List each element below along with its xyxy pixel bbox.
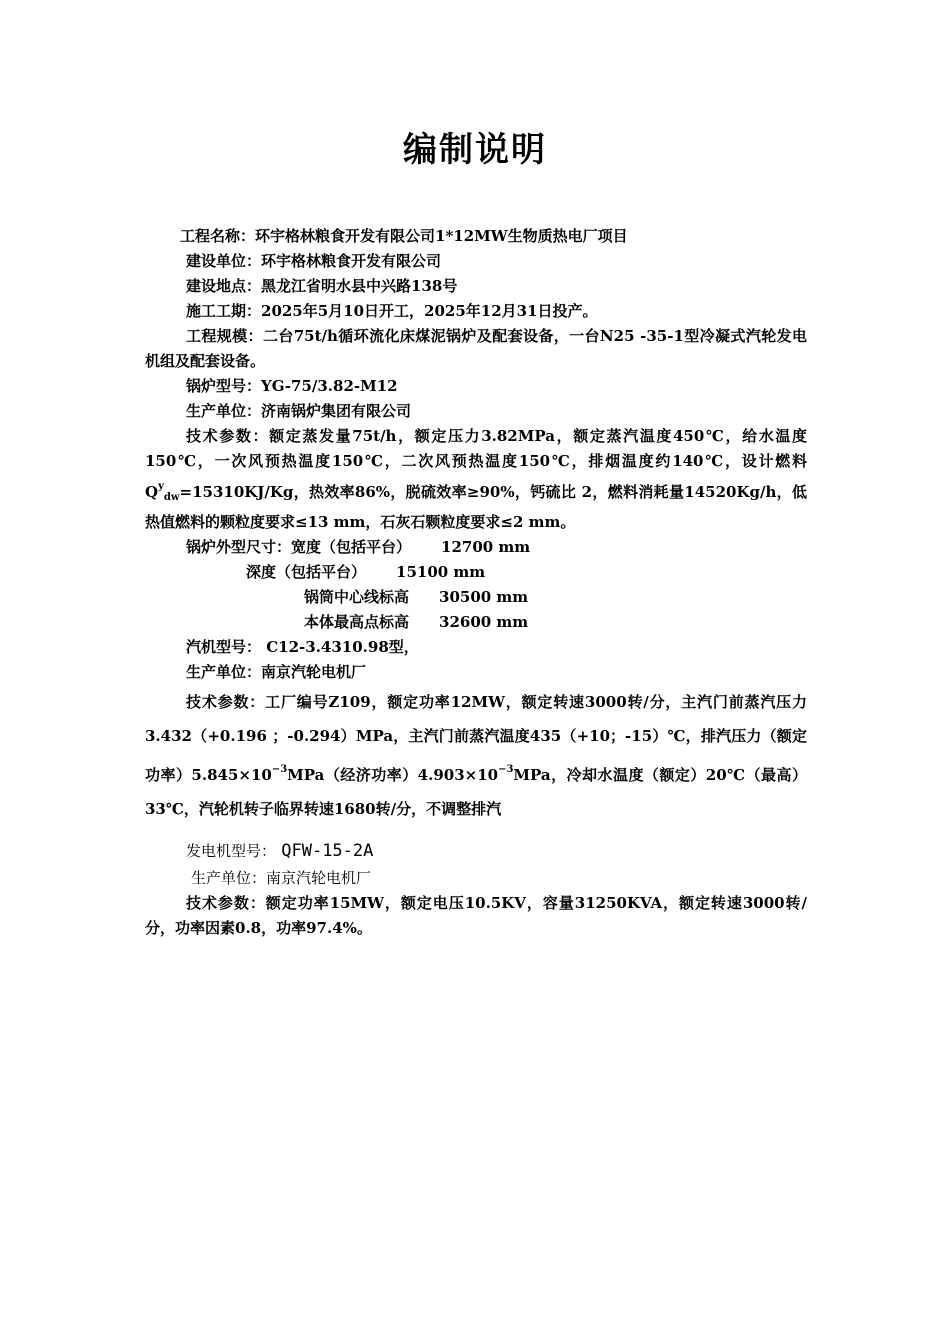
boiler-model-line: 锅炉型号：YG-75/3.82-M12 <box>186 377 398 395</box>
boiler-params-subscript: dw <box>163 492 180 503</box>
generator-model-line <box>145 836 807 866</box>
document-body <box>145 224 807 941</box>
dims-top-row <box>145 610 807 635</box>
dims-depth-row <box>145 560 807 585</box>
generator-maker-line: 生产单位：南京汽轮电机厂 <box>191 869 372 887</box>
page-title: 编制说明 <box>403 130 547 170</box>
location-line: 建设地点：黑龙江省明水县中兴路138号 <box>186 277 458 295</box>
generator-label: 发电机型号： <box>186 842 277 860</box>
generator-params-paragraph: 技术参数：额定功率15MW，额定电压10.5KV，容量31250KVA，额定转速3000转/分，功率因素0.8，功率97.4%。 <box>145 894 807 937</box>
boiler-params-superscript: y <box>158 481 164 492</box>
scale-paragraph: 工程规模：二台75t/h循环流化床煤泥锅炉及配套设备，一台N25 -35-1型冷凝式汽轮发电机组及配套设备。 <box>145 327 807 370</box>
dims-depth-label: 深度（包括平台） <box>246 563 367 581</box>
turbine-maker-line: 生产单位：南京汽轮电机厂 <box>186 663 367 681</box>
generator-model: QFW-15-2A <box>281 841 374 861</box>
builder-line: 建设单位：环宇格林粮食开发有限公司 <box>186 252 442 270</box>
turbine-params-text-c: MPa，冷却水温度（额定）20℃（最高）33℃，汽轮机转子临界转速1680转/分，不调整排汽 <box>145 766 807 818</box>
dims-top-label: 本体最高点标高 <box>304 613 410 631</box>
turbine-exponent-2: −3 <box>498 764 514 775</box>
dims-width-label: 锅炉外型尺寸：宽度（包括平台） <box>186 538 412 556</box>
dims-drum-row <box>145 585 807 610</box>
turbine-exponent-1: −3 <box>271 764 288 775</box>
turbine-params-paragraph <box>145 685 807 826</box>
boiler-maker-line: 生产单位：济南锅炉集团有限公司 <box>186 402 412 420</box>
dims-drum-label: 锅筒中心线标高 <box>304 588 410 606</box>
boiler-params-paragraph <box>145 424 807 535</box>
boiler-params-text-b: =15310KJ/Kg，热效率86%，脱硫效率≥90%，钙硫比 2，燃料消耗量14520Kg/h，低热值燃料的颗粒度要求≤13 mm，石灰石颗粒度要求≤2 mm。 <box>145 483 807 531</box>
turbine-params-text-a: 技术参数：工厂编号Z109，额定功率12MW，额定转速3000转/分，主汽门前蒸汽压力3.432（+0.196 ；-0.294）MPa，主汽门前蒸汽温度435（+10；-15）℃，排汽压力（额定功率）5.845×10 <box>145 693 807 784</box>
turbine-params-text-b: MPa（经济功率）4.903×10 <box>287 766 499 784</box>
project-name-line: 工程名称：环宇格林粮食开发有限公司1*12MW生物质热电厂项目 <box>180 227 628 245</box>
dims-depth-value: 15100 mm <box>396 563 486 581</box>
dims-drum-value: 30500 mm <box>439 588 529 606</box>
dims-width-value: 12700 mm <box>441 538 531 556</box>
turbine-model-line: 汽机型号： C12-3.4310.98型， <box>186 638 419 656</box>
schedule-line: 施工工期：2025年5月10日开工，2025年12月31日投产。 <box>186 302 598 320</box>
dims-width-row <box>145 535 807 560</box>
dims-top-value: 32600 mm <box>439 613 529 631</box>
boiler-params-text-a: 技术参数：额定蒸发量75t/h，额定压力3.82MPa，额定蒸汽温度450℃，给水温度150℃，一次风预热温度150℃，二次风预热温度150℃，排烟温度约140℃，设计燃料Q <box>145 427 807 501</box>
